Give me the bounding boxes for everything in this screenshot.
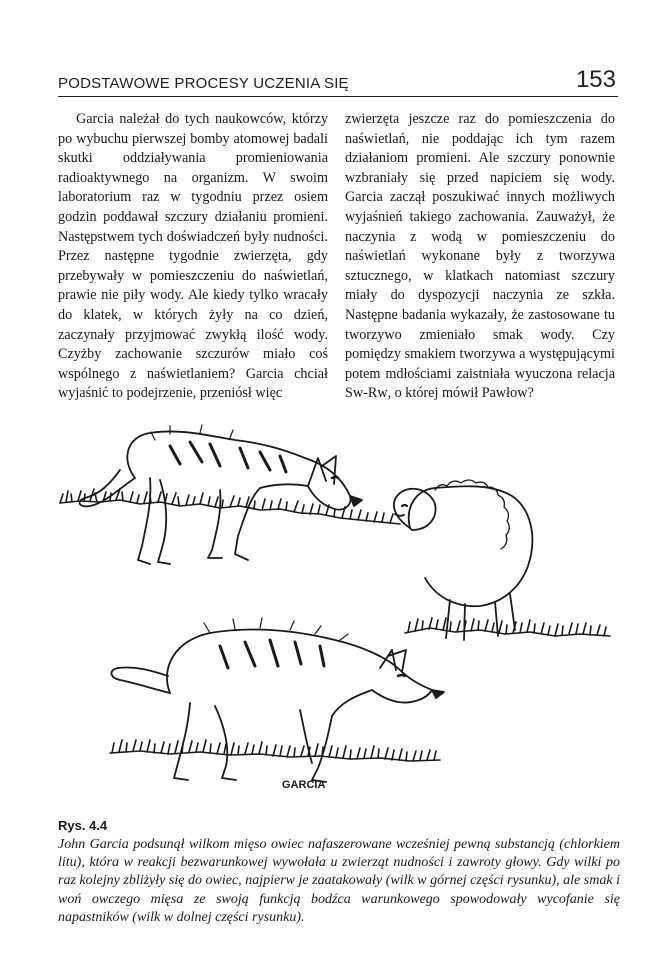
figure-label: Rys. 4.4 bbox=[58, 818, 108, 833]
text-column-right bbox=[345, 110, 615, 404]
grass-lower bbox=[110, 740, 440, 761]
chapter-title: PODSTAWOWE PROCESY UCZENIA SIĘ bbox=[58, 75, 349, 92]
paragraph-left: Garcia należał do tych naukowców, którzy po wybuchu pierwszej bomby atomowej badali skutki oddziaływania promieniowania radioaktywnego na organizm. W swoim laboratorium raz w tygodniu przez osiem godzin poddawał szczury działaniu promieni. Następstwem tych doświadczeń były nudności. Przez następne tygodnie zwierzęta, gdy przebywały w pomieszczeniu do naświetlań, prawie nie piły wody. Ale kiedy tylko wracały do klatek, w których żyły na co dzień, zaczynały przyjmować zwykłą ilość wody. Czyżby zachowanie szczurów miało coś wspólnego z naświetlaniem? Garcia chciał wyjaśnić to podejrzenie, przeniósł więc bbox=[58, 111, 328, 402]
wolves-and-sheep-illustration bbox=[50, 418, 625, 813]
page-number: 153 bbox=[575, 66, 616, 93]
artist-signature: GARCIA bbox=[282, 779, 326, 791]
figure-caption: John Garcia podsunął wilkom mięso owiec nafaszerowane wcześniej pewną substancją (chlorkiem litu), która w reakcji bezwarunkowej wywołała u zwierząt nudności i zawroty głowy. Gdy wilki po raz kolejny zbliżyły się do owiec, najpierw je zaatakowały (wilk w górnej części rysunku), ale smak i woń owczego mięsa ze swoją funkcją bodźca warunkowego spowodowały wycofanie się napastników (wilk w dolnej części rysunku). bbox=[58, 837, 620, 925]
text-column-left bbox=[58, 110, 328, 404]
sheep bbox=[394, 480, 532, 640]
wolf-lower bbox=[111, 618, 444, 782]
running-header bbox=[58, 60, 618, 97]
paragraph-right: zwierzęta jeszcze raz do pomieszczenia do naświetlań, nie poddając ich tym razem działaniom promieni. Ale szczury ponownie wzbraniały się przed napiciem się wody. Garcia zaczął poszukiwać innych możliwych wyjaśnień takiego zachowania. Zauważył, że naczynia z wodą w pomieszczeniu do naświetlań wykonane były z tworzywa sztucznego, w klatkach natomiast szczury miały do dyspozycji naczynia ze szkła. Następne badania wykazały, że zastosowane tu tworzywo zmieniało smak wody. Czy pomiędzy smakiem tworzywa a występującymi potem mdłościami zaistniała wyuczona relacja Sᴡ-Rᴡ, o której mówił Pawłow? bbox=[345, 111, 615, 402]
illustration-drawing bbox=[50, 418, 625, 813]
grass-sheep bbox=[405, 618, 610, 636]
